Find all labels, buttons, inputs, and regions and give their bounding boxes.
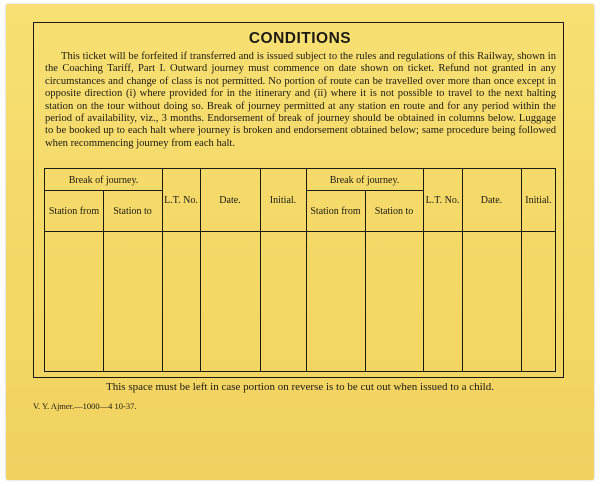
station-from-header-right: Station from — [310, 205, 361, 217]
break-of-journey-table — [44, 168, 556, 372]
break-of-journey-header-right: Break of journey. — [329, 174, 400, 186]
date-header-left: Date. — [219, 194, 241, 206]
conditions-paragraph: This ticket will be forfeited if transferred and is issued subject to the rules and regulations of this Railway, shown in the Coaching Tariff, Part I. Outward journey must commence on date shown on ticket. Refund not granted in any circumstances and change of class is not permitted. No portion of route can be travelled over more than once except in opposite direction (i) where provided for in the itinerary and (ii) where it is not possible to travel to the next halting station on the tour without doing so. Break of journey permitted at any station en route and for any period within the period of availability, viz., 3 months. Endorsement of break of journey should be obtained in columns below. Luggage to be booked up to each halt where journey is broken and endorsement obtained below; same procedure being followed when recommencing journey from each halt. — [45, 51, 556, 149]
lt-no-header-left: L.T. No. — [164, 194, 198, 206]
child-ticket-footnote: This space must be left in case portion on reverse is to be cut out when issued to a child. — [106, 381, 494, 393]
conditions-text — [45, 51, 556, 150]
station-to-header-right: Station to — [374, 205, 414, 217]
station-to-header-left: Station to — [113, 205, 152, 217]
break-of-journey-header-left: Break of journey. — [68, 174, 139, 186]
conditions-title: CONDITIONS — [248, 30, 352, 47]
initial-header-left: Initial. — [269, 194, 297, 206]
lt-no-header-right: L.T. No. — [425, 194, 460, 206]
date-header-right: Date. — [480, 194, 503, 206]
station-from-header-left: Station from — [48, 205, 100, 217]
header-bottom-rule — [45, 231, 555, 232]
initial-header-right: Initial. — [525, 194, 552, 206]
printer-mark: V. Y. Ajmer.—1000—4 10-37. — [33, 401, 137, 411]
